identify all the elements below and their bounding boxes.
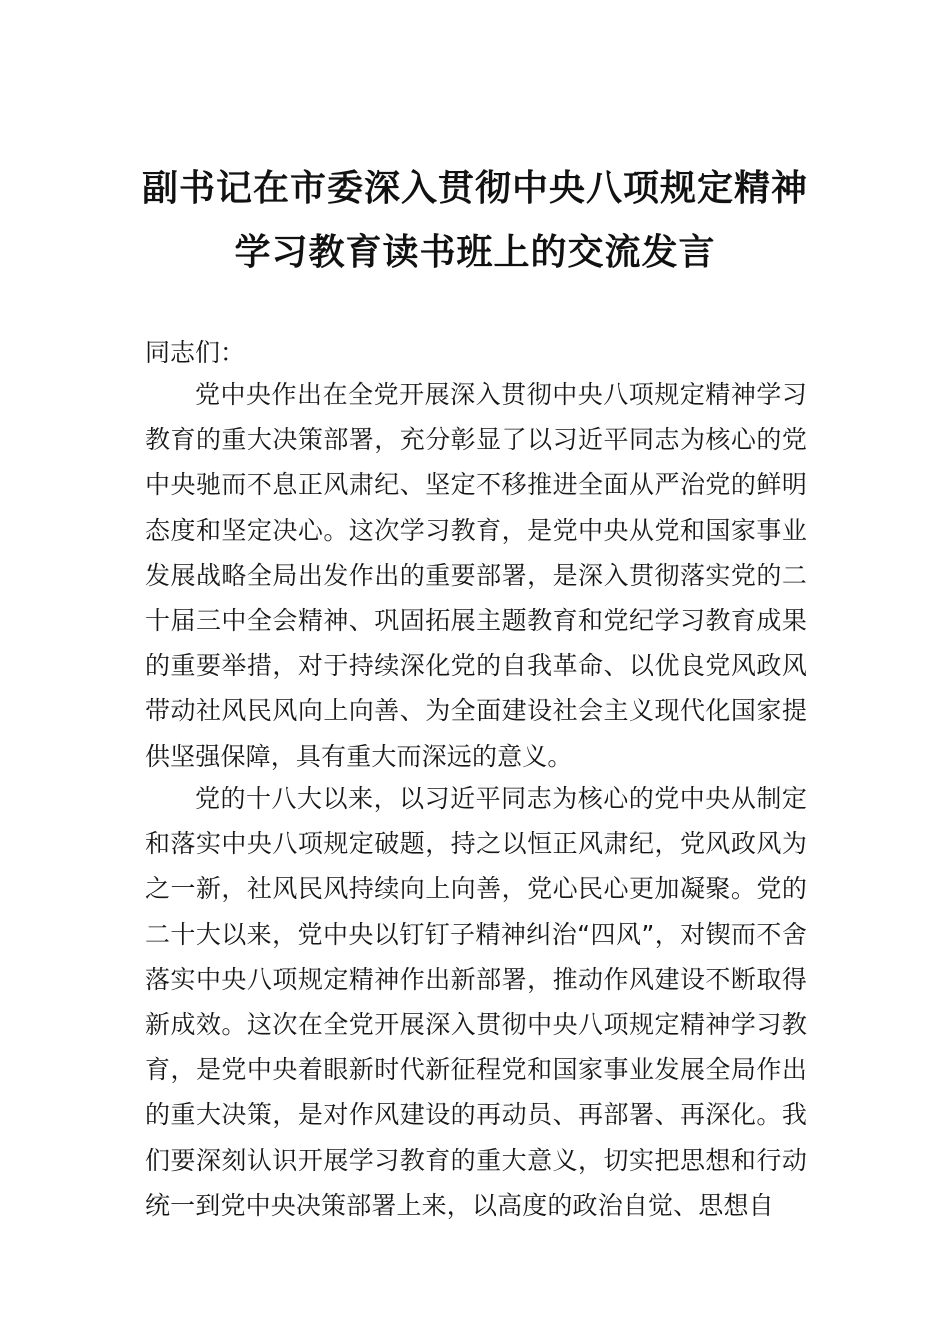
paragraph-2: 党的十八大以来，以习近平同志为核心的党中央从制定和落实中央八项规定破题，持之以恒正风肃纪，党风政风为之一新，社风民风持续向上向善，党心民心更加凝聚。党的二十大以来，党中央以钉钉子精神纠治“四风”，对锲而不舍落实中央八项规定精神作出新部署，推动作风建设不断取得新成效。这次在全党开展深入贯彻中央八项规定精神学习教育，是党中央着眼新时代新征程党和国家事业发展全局作出的重大决策，是对作风建设的再动员、再部署、再深化。我们要深刻认识开展学习教育的重大意义，切实把思想和行动统一到党中央决策部署上来，以高度的政治自觉、思想自 [145, 784, 807, 1220]
document-title-line-1: 副书记在市委深入贯彻中央八项规定精神 [141, 167, 808, 209]
document-title-line-2: 学习教育读书班上的交流发言 [234, 231, 716, 273]
salutation: 同志们： [145, 338, 246, 367]
paragraph-1: 党中央作出在全党开展深入贯彻中央八项规定精神学习教育的重大决策部署，充分彰显了以习近平同志为核心的党中央驰而不息正风肃纪、坚定不移推进全面从严治党的鲜明态度和坚定决心。这次学习教育，是党中央从党和国家事业发展战略全局出发作出的重要部署，是深入贯彻落实党的二十届三中全会精神、巩固拓展主题教育和党纪学习教育成果的重要举措，对于持续深化党的自我革命、以优良党风政风带动社风民风向上向善、为全面建设社会主义现代化国家提供坚强保障，具有重大而深远的意义。 [145, 380, 807, 771]
